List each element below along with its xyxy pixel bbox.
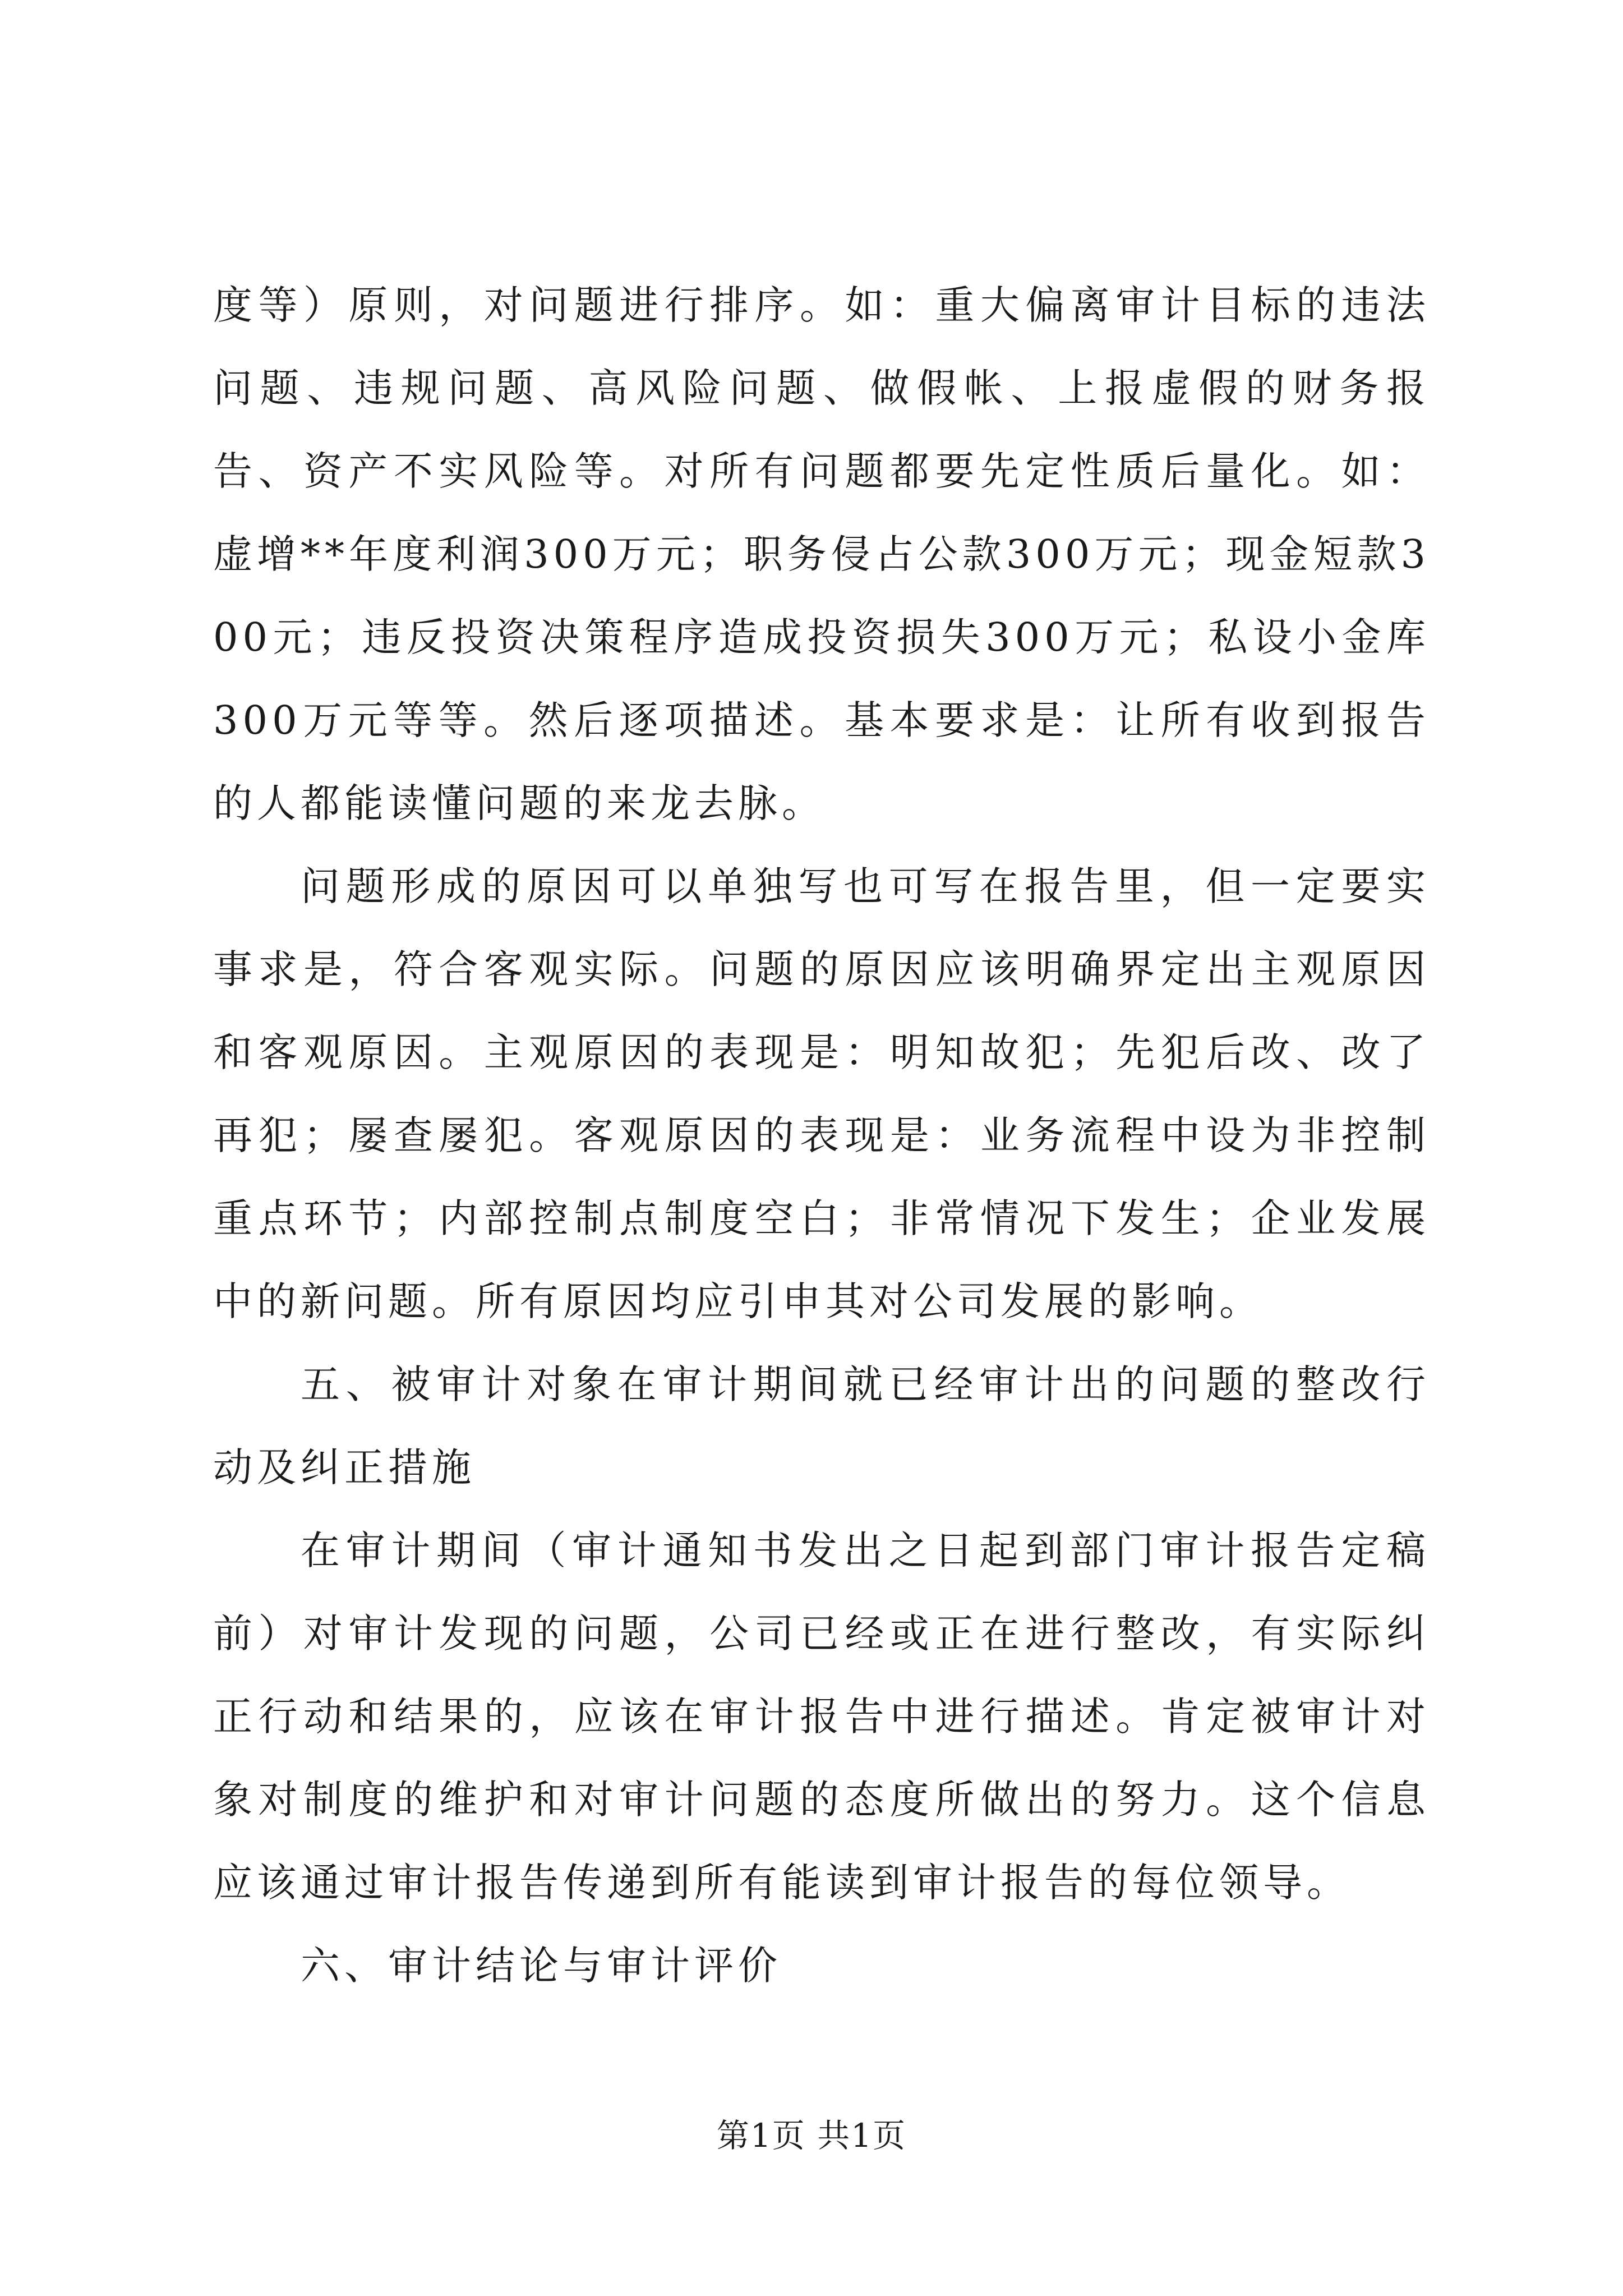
paragraph-issue-causes: 问题形成的原因可以单独写也可写在报告里，但一定要实事求是，符合客观实际。问题的原因应该明确界定出主观原因和客观原因。主观原因的表现是：明知故犯；先犯后改、改了再犯；屡查屡犯。客观原因的表现是：业务流程中设为非控制重点环节；内部控制点制度空白；非常情况下发生；企业发展中的新问题。所有原因均应引申其对公司发展的影响。 — [213, 863, 1430, 1324]
section-heading-conclusion: 六、审计结论与审计评价 — [301, 1943, 782, 1989]
section-heading-rectification: 五、被审计对象在审计期间就已经审计出的问题的整改行动及纠正措施 — [213, 1361, 1430, 1490]
document-body — [213, 264, 1430, 2007]
page-footer: 第1页 共1页 — [716, 2116, 907, 2155]
paragraph-issue-ranking: 度等）原则，对问题进行排序。如：重大偏离审计目标的违法问题、违规问题、高风险问题、做假帐、上报虚假的财务报告、资产不实风险等。对所有问题都要先定性质后量化。如：虚增**年度利润300万元；职务侵占公款300万元；现金短款300元；违反投资决策程序造成投资损失300万元；私设小金库300万元等等。然后逐项描述。基本要求是：让所有收到报告的人都能读懂问题的来龙去脉。 — [213, 282, 1430, 826]
paragraph-rectification: 在审计期间（审计通知书发出之日起到部门审计报告定稿前）对审计发现的问题，公司已经或正在进行整改，有实际纠正行动和结果的，应该在审计报告中进行描述。肯定被审计对象对制度的维护和对审计问题的态度所做出的努力。这个信息应该通过审计报告传递到所有能读到审计报告的每位领导。 — [213, 1527, 1430, 1906]
